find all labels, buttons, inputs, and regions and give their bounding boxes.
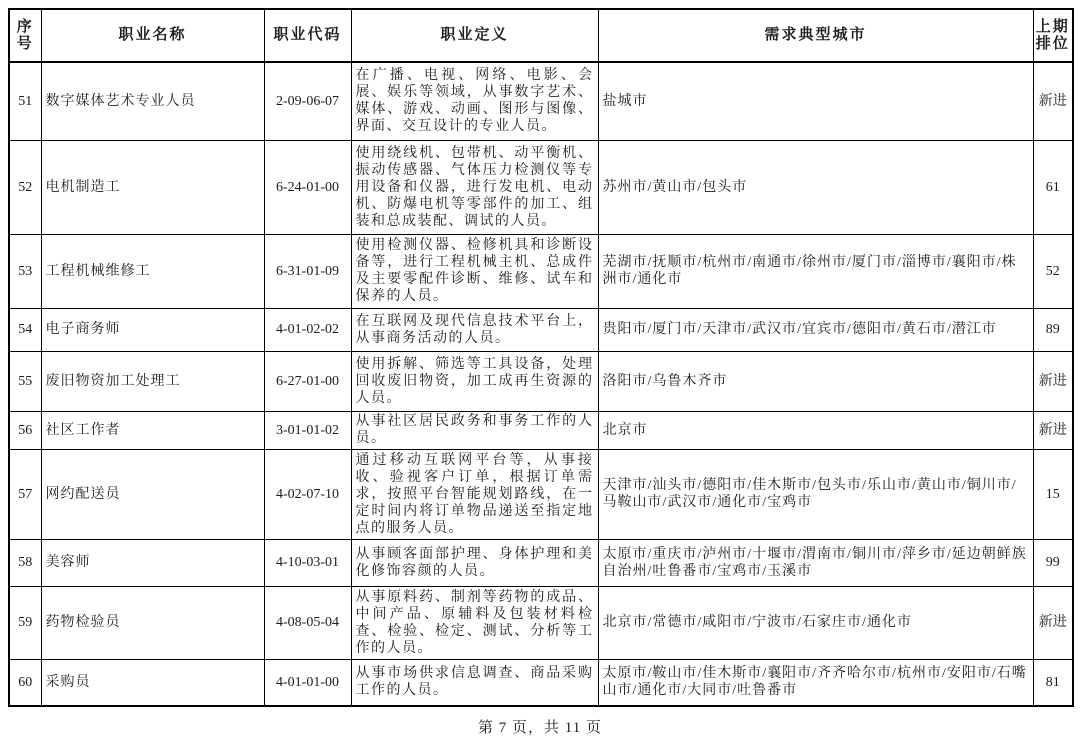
cell-occupation-code: 6-24-01-00: [264, 140, 351, 234]
cell-occupation-code: 4-10-03-01: [264, 539, 351, 586]
header-demand-cities: 需求典型城市: [598, 9, 1033, 62]
cell-demand-cities: 苏州市/黄山市/包头市: [598, 140, 1033, 234]
cell-occupation-code: 4-01-01-00: [264, 659, 351, 706]
cell-occupation-code: 6-31-01-09: [264, 234, 351, 308]
cell-occupation-name: 美容师: [41, 539, 264, 586]
cell-occupation-definition: 使用检测仪器、检修机具和诊断设备等，进行工程机械主机、总成件及主要零配件诊断、维修、试车和保养的人员。: [351, 234, 598, 308]
cell-occupation-code: 4-02-07-10: [264, 449, 351, 539]
cell-serial-number: 59: [9, 586, 41, 659]
table-row: [9, 449, 1073, 539]
cell-occupation-definition: 从事原料药、制剂等药物的成品、中间产品、原辅料及包装材料检查、检验、检定、测试、分析等工作的人员。: [351, 586, 598, 659]
cell-occupation-name: 社区工作者: [41, 411, 264, 449]
table-row: [9, 659, 1073, 706]
table-row: [9, 586, 1073, 659]
cell-previous-rank: 新进: [1033, 586, 1073, 659]
cell-occupation-definition: 从事顾客面部护理、身体护理和美化修饰容颜的人员。: [351, 539, 598, 586]
table-row: [9, 411, 1073, 449]
cell-occupation-definition: 在广播、电视、网络、电影、会展、娱乐等领域，从事数字艺术、媒体、游戏、动画、图形与图像、界面、交互设计的专业人员。: [351, 62, 598, 140]
header-occupation-code: 职业代码: [264, 9, 351, 62]
cell-previous-rank: 新进: [1033, 351, 1073, 411]
cell-demand-cities: 北京市: [598, 411, 1033, 449]
cell-previous-rank: 新进: [1033, 411, 1073, 449]
cell-previous-rank: 新进: [1033, 62, 1073, 140]
cell-occupation-definition: 从事社区居民政务和事务工作的人员。: [351, 411, 598, 449]
table-body: [9, 62, 1073, 706]
cell-serial-number: 57: [9, 449, 41, 539]
page-number-footer: 第 7 页，共 11 页: [478, 720, 602, 736]
cell-previous-rank: 81: [1033, 659, 1073, 706]
cell-demand-cities: 天津市/汕头市/德阳市/佳木斯市/包头市/乐山市/黄山市/铜川市/马鞍山市/武汉市/通化市/宝鸡市: [598, 449, 1033, 539]
cell-demand-cities: 芜湖市/抚顺市/杭州市/南通市/徐州市/厦门市/淄博市/襄阳市/株洲市/通化市: [598, 234, 1033, 308]
header-row: [9, 9, 1073, 62]
cell-previous-rank: 61: [1033, 140, 1073, 234]
cell-previous-rank: 15: [1033, 449, 1073, 539]
cell-demand-cities: 洛阳市/乌鲁木齐市: [598, 351, 1033, 411]
header-occupation-definition: 职业定义: [351, 9, 598, 62]
cell-serial-number: 56: [9, 411, 41, 449]
cell-occupation-name: 废旧物资加工处理工: [41, 351, 264, 411]
cell-serial-number: 51: [9, 62, 41, 140]
cell-occupation-code: 6-27-01-00: [264, 351, 351, 411]
cell-occupation-name: 药物检验员: [41, 586, 264, 659]
cell-serial-number: 55: [9, 351, 41, 411]
cell-occupation-name: 电子商务师: [41, 308, 264, 351]
header-occupation-name: 职业名称: [41, 9, 264, 62]
cell-occupation-name: 网约配送员: [41, 449, 264, 539]
header-serial-number: 序号: [9, 9, 41, 62]
cell-demand-cities: 北京市/常德市/咸阳市/宁波市/石家庄市/通化市: [598, 586, 1033, 659]
cell-occupation-code: 4-08-05-04: [264, 586, 351, 659]
cell-occupation-code: 3-01-01-02: [264, 411, 351, 449]
cell-serial-number: 53: [9, 234, 41, 308]
cell-occupation-code: 4-01-02-02: [264, 308, 351, 351]
table-row: [9, 351, 1073, 411]
cell-occupation-name: 采购员: [41, 659, 264, 706]
table-row: [9, 140, 1073, 234]
cell-occupation-definition: 使用绕线机、包带机、动平衡机、振动传感器、气体压力检测仪等专用设备和仪器，进行发电机、电动机、防爆电机等零部件的加工、组装和总成装配、调试的人员。: [351, 140, 598, 234]
table-row: [9, 308, 1073, 351]
header-previous-rank: 上期排位: [1033, 9, 1073, 62]
cell-previous-rank: 89: [1033, 308, 1073, 351]
cell-occupation-name: 数字媒体艺术专业人员: [41, 62, 264, 140]
cell-demand-cities: 太原市/重庆市/泸州市/十堰市/渭南市/铜川市/萍乡市/延边朝鲜族自治州/吐鲁番市/宝鸡市/玉溪市: [598, 539, 1033, 586]
cell-serial-number: 54: [9, 308, 41, 351]
cell-demand-cities: 贵阳市/厦门市/天津市/武汉市/宜宾市/德阳市/黄石市/潜江市: [598, 308, 1033, 351]
cell-previous-rank: 52: [1033, 234, 1073, 308]
cell-occupation-name: 工程机械维修工: [41, 234, 264, 308]
cell-occupation-name: 电机制造工: [41, 140, 264, 234]
cell-previous-rank: 99: [1033, 539, 1073, 586]
cell-demand-cities: 盐城市: [598, 62, 1033, 140]
cell-demand-cities: 太原市/鞍山市/佳木斯市/襄阳市/齐齐哈尔市/杭州市/安阳市/石嘴山市/通化市/大同市/吐鲁番市: [598, 659, 1033, 706]
cell-occupation-definition: 通过移动互联网平台等，从事接收、验视客户订单，根据订单需求，按照平台智能规划路线，在一定时间内将订单物品递送至指定地点的服务人员。: [351, 449, 598, 539]
occupation-ranking-table: [8, 8, 1074, 707]
cell-occupation-definition: 从事市场供求信息调查、商品采购工作的人员。: [351, 659, 598, 706]
table-row: [9, 62, 1073, 140]
table-row: [9, 234, 1073, 308]
cell-occupation-code: 2-09-06-07: [264, 62, 351, 140]
cell-occupation-definition: 在互联网及现代信息技术平台上，从事商务活动的人员。: [351, 308, 598, 351]
cell-serial-number: 60: [9, 659, 41, 706]
cell-serial-number: 58: [9, 539, 41, 586]
cell-occupation-definition: 使用拆解、筛选等工具设备，处理回收废旧物资，加工成再生资源的人员。: [351, 351, 598, 411]
table-row: [9, 539, 1073, 586]
cell-serial-number: 52: [9, 140, 41, 234]
table-header: [9, 9, 1073, 62]
